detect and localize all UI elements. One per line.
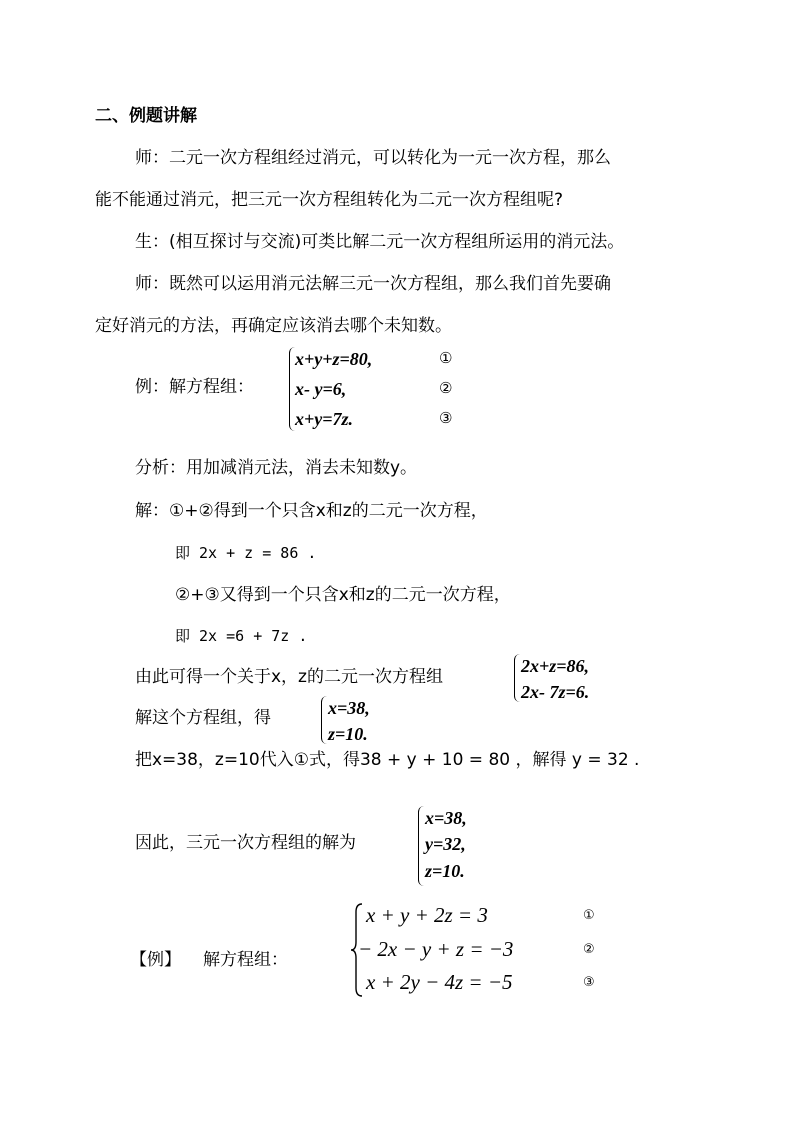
section-title: 二、例题讲解 <box>95 106 197 126</box>
solution-line-8: 因此，三元一次方程组的解为 <box>135 833 356 853</box>
solution-line-7: 把x=38，z=10代入①式，得38 + y + 10 = 80 ，解得 y = 32 . <box>135 750 640 770</box>
system4-brace <box>418 806 425 886</box>
system3-equation-2: z=10. <box>328 724 368 744</box>
example2-marker-3: ③ <box>583 975 595 990</box>
solution-line-2: 即 2x + z = 86 . <box>175 544 317 562</box>
solution-line-5: 由此可得一个关于x，z的二元一次方程组 <box>135 667 443 687</box>
example1-equation-2: x- y=6, <box>295 379 347 399</box>
system2-equation-2: 2x- 7z=6. <box>521 682 590 702</box>
example2-equation-3: x + 2y − 4z = −5 <box>366 970 513 994</box>
solution-line-3: ②+③又得到一个只含x和z的二元一次方程， <box>175 585 511 605</box>
example1-marker-2: ② <box>439 379 453 397</box>
solution-line-6: 解这个方程组，得 <box>135 708 271 728</box>
system2-equation-1: 2x+z=86, <box>521 656 590 676</box>
paragraph-teacher-2-line-1: 师：既然可以运用消元法解三元一次方程组，那么我们首先要确 <box>135 274 611 294</box>
example2-label: 解方程组： <box>203 950 288 970</box>
paragraph-teacher-1-line-2: 能不能通过消元，把三元一次方程组转化为二元一次方程组呢? <box>95 190 564 210</box>
system3-brace <box>321 696 328 744</box>
paragraph-teacher-2-line-2: 定好消元的方法，再确定应该消去哪个未知数。 <box>95 316 452 336</box>
system3-equation-1: x=38, <box>328 698 370 718</box>
example1-equation-1: x+y+z=80, <box>295 349 373 369</box>
paragraph-teacher-1-line-1: 师：二元一次方程组经过消元，可以转化为一元一次方程，那么 <box>135 148 611 168</box>
example1-marker-1: ① <box>439 349 453 367</box>
example1-equation-3: x+y=7z. <box>295 409 354 429</box>
example1-label: 例：解方程组： <box>135 377 254 397</box>
solution-line-1: 解：①+②得到一个只含x和z的二元一次方程， <box>135 501 488 521</box>
example2-equation-1: x + y + 2z = 3 <box>366 903 488 927</box>
analysis-text: 分析：用加减消元法，消去未知数y。 <box>135 458 418 478</box>
system2-brace <box>514 654 521 702</box>
example2-equation-2: − 2x − y + z = −3 <box>358 937 514 961</box>
system4-equation-3: z=10. <box>425 861 465 881</box>
system4-equation-2: y=32, <box>425 834 466 854</box>
example2-marker-2: ② <box>583 942 595 957</box>
paragraph-student: 生：(相互探讨与交流)可类比解二元一次方程组所运用的消元法。 <box>135 232 625 252</box>
solution-line-4: 即 2x =6 + 7z . <box>175 627 308 645</box>
example1-marker-3: ③ <box>439 409 453 427</box>
system4-equation-1: x=38, <box>425 808 467 828</box>
example2-tag: 【例】 <box>130 950 181 970</box>
example2-marker-1: ① <box>583 908 595 923</box>
